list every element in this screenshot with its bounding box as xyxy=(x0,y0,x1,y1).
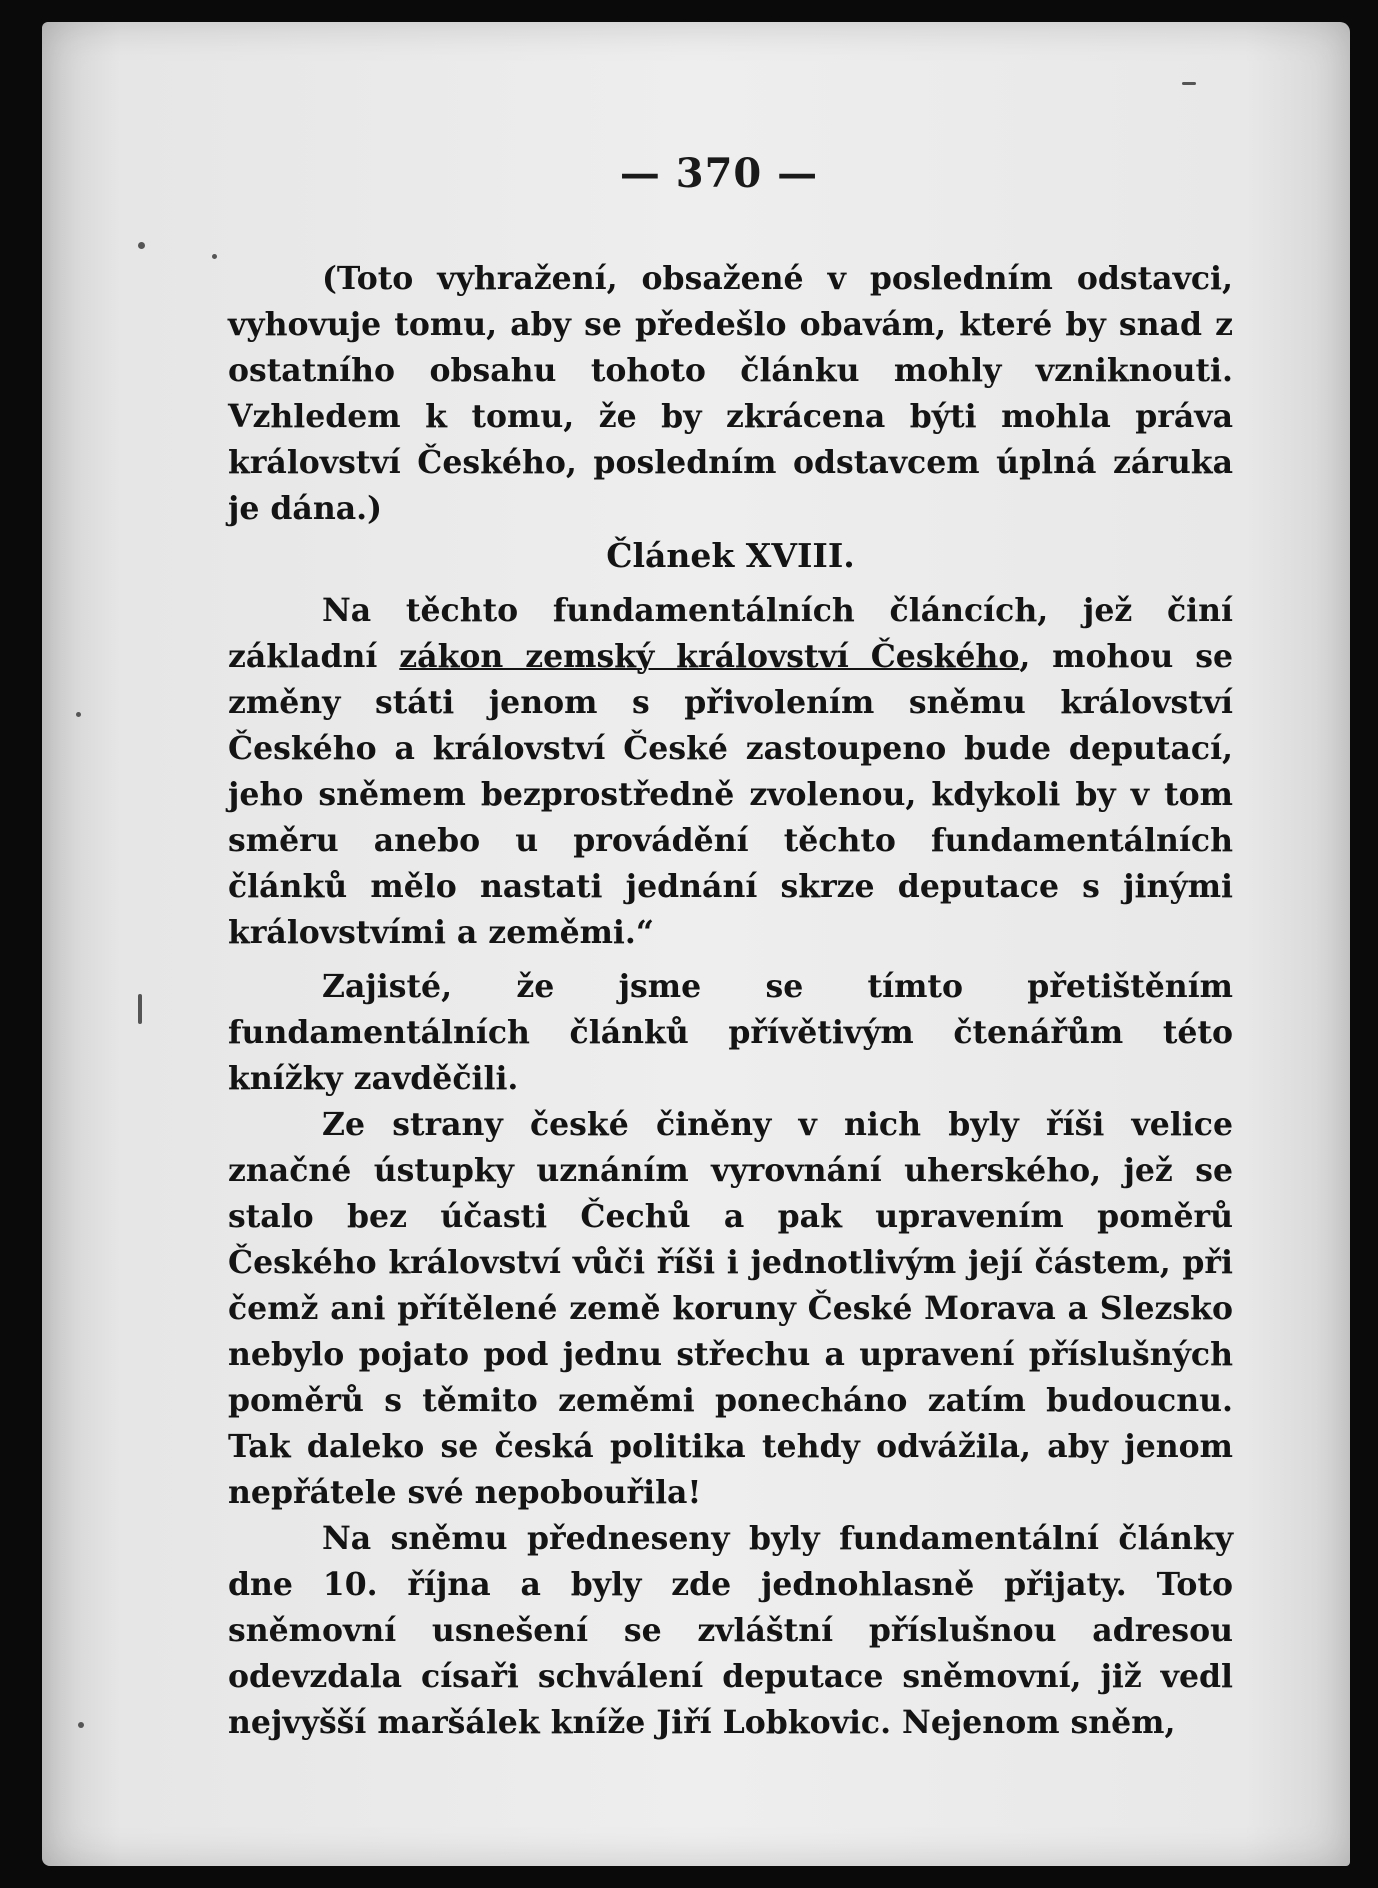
underlined-phrase: zákon zemský království Českého xyxy=(399,638,1020,675)
paragraph-reprint: Zajisté, že jsme se tímto přetištěním fundamentálních článků přívětivým čtenářům této knížky zavděčili. xyxy=(228,968,1233,1097)
paper-speck xyxy=(138,994,142,1024)
paper-speck xyxy=(212,254,217,259)
paper-speck xyxy=(1182,82,1196,85)
paragraph-article-xviii xyxy=(228,588,1233,956)
paragraph-article-xviii-start: Na těchto fundamentálních článcích, jež činí základní xyxy=(228,592,1233,675)
article-heading: Článek XVIII. xyxy=(606,536,855,575)
paper-speck xyxy=(76,712,81,717)
paragraph-note: (Toto vyhražení, obsažené v posledním odstavci, vyhovuje tomu, aby se předešlo obavám, které by snad z ostatního obsahu tohoto článku mohly vzniknouti. Vzhledem k tomu, že by zkrácena býti mohla práva království Českého, posledním odstavcem úplná záruka je dána.) xyxy=(228,260,1233,527)
paragraph-concessions: Ze strany české činěny v nich byly říši velice značné ústupky uznáním vyrovnání uherského, jež se stalo bez účasti Čechů a pak upravením poměrů Českého království vůči říši i jednotlivým její částem, při čemž ani přítělené země koruny České Morava a Slezsko nebylo pojato pod jednu střechu a upravení příslušných poměrů s těmito zeměmi ponecháno zatím budoucnu. Tak daleko se česká politika tehdy odvážila, aby jenom nepřátele své nepobouřila! xyxy=(228,1106,1233,1511)
paragraph-diet: Na sněmu předneseny byly fundamentální články dne 10. října a byly zde jednohlasně přijaty. Toto sněmovní usnešení se zvláštní příslušnou adresou odevzdala císaři schválení deputace sněmovní, již vedl nejvyšší maršálek kníže Jiří Lobkovic. Nejenom sněm, xyxy=(228,1520,1233,1741)
page-number: — 370 — xyxy=(619,150,819,197)
paragraph-article-xviii-end: , mohou se změny státi jenom s přivolením sněmu království Českého a království České zastoupeno bude deputací, jeho sněmem bezprostředně zvolenou, kdykoli by v tom směru anebo u provádění těchto fundamentálních článků mělo nastati jednání skrze deputace s jinými královstvími a zeměmi.“ xyxy=(228,638,1233,951)
paper-speck xyxy=(78,1722,84,1728)
body-text xyxy=(228,256,1233,1746)
paper-speck xyxy=(138,242,145,249)
